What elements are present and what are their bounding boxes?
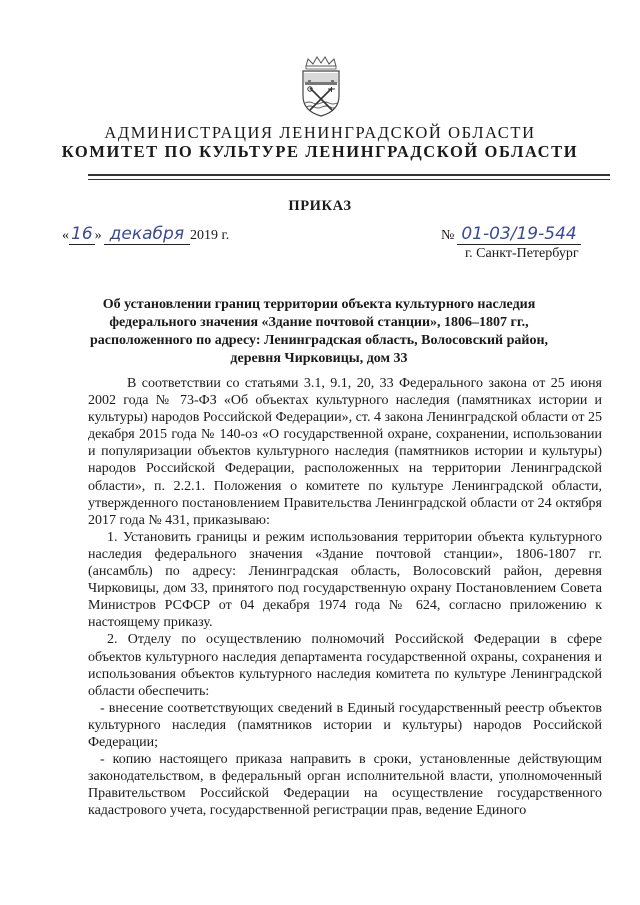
header-divider-thin bbox=[88, 179, 610, 180]
order-number bbox=[441, 224, 581, 245]
body-paragraph-preamble: В соответствии со статьями 3.1, 9.1, 20, 33 Федерального закона от 25 июня 2002 года № 73-ФЗ «Об объектах культурного наследия (памятниках истории и культуры) народов Российской Федерации», ст. 4 закона Ленинградской области от 25 декабря 2015 года № 140-оз «О государственной охране, сохранении, использовании и популяризации объектов культурного наследия (памятников истории и культуры) народов Российской Федерации, расположенных на территории Ленинградской области», п. 2.2.1. Положения о комитете по культуре Ленинградской области, утвержденного постановлением Правительства Ленинградской области от 24 октября 2017 года № 431, приказываю: bbox=[88, 376, 602, 528]
date-open-quote: « bbox=[62, 228, 69, 243]
date-year: 2019 г. bbox=[190, 228, 230, 243]
body-paragraph-subitem-copy: - копию настоящего приказа направить в сроки, установленные действующим законодательством, в федеральный орган исполнительной власти, уполномоченный Правительством Российской Федерации на осуществление государственного кадастрового учета, государственной регистрации прав, ведение Единого bbox=[88, 752, 602, 819]
body-paragraph-item-1: 1. Установить границы и режим использования территории объекта культурного наследия федерального значения «Здание почтовой станции», 1806-1807 гг. (ансамбль) по адресу: Ленинградская область, Волосовский район, деревня Чирковицы, дом 33, принятого под государственную охрану Постановлением Совета Министров РСФСР от 04 декабря 1974 года № 624, согласно приложению к настоящему приказу. bbox=[88, 529, 602, 631]
document-body bbox=[88, 375, 602, 819]
header-divider-thick bbox=[88, 174, 610, 176]
number-value: 01-03/19-544 bbox=[457, 224, 580, 245]
committee-name: КОМИТЕТ ПО КУЛЬТУРЕ ЛЕНИНГРАДСКОЙ ОБЛАСТИ bbox=[61, 142, 579, 161]
date-close-quote: » bbox=[94, 228, 102, 243]
city: г. Санкт-Петербург bbox=[465, 246, 579, 261]
order-date bbox=[62, 224, 229, 245]
number-label: № bbox=[441, 228, 455, 243]
date-month: декабря bbox=[104, 224, 190, 245]
organization-name: АДМИНИСТРАЦИЯ ЛЕНИНГРАДСКОЙ ОБЛАСТИ bbox=[104, 123, 536, 142]
body-paragraph-item-2: 2. Отделу по осуществлению полномочий Российской Федерации в сфере объектов культурного наследия департамента государственной охраны, сохранения и использования объектов культурного наследия комитета по культуре Ленинградской области обеспечить: bbox=[88, 632, 602, 699]
date-day: 16 bbox=[71, 224, 93, 244]
body-paragraph-subitem-registry: - внесение соответствующих сведений в Единый государственный реестр объектов культурного наследия (памятников истории и культуры) народов Российской Федерации; bbox=[88, 700, 602, 750]
leningrad-oblast-coat-of-arms-icon bbox=[296, 56, 346, 118]
document-title: Об установлении границ территории объекта культурного наследия федерального значения «Здание почтовой станции», 1806–1807 гг., расположенного по адресу: Ленинградская область, Волосовский район, деревня Чирковицы, дом 33 bbox=[89, 297, 549, 366]
document-type: ПРИКАЗ bbox=[288, 198, 352, 214]
